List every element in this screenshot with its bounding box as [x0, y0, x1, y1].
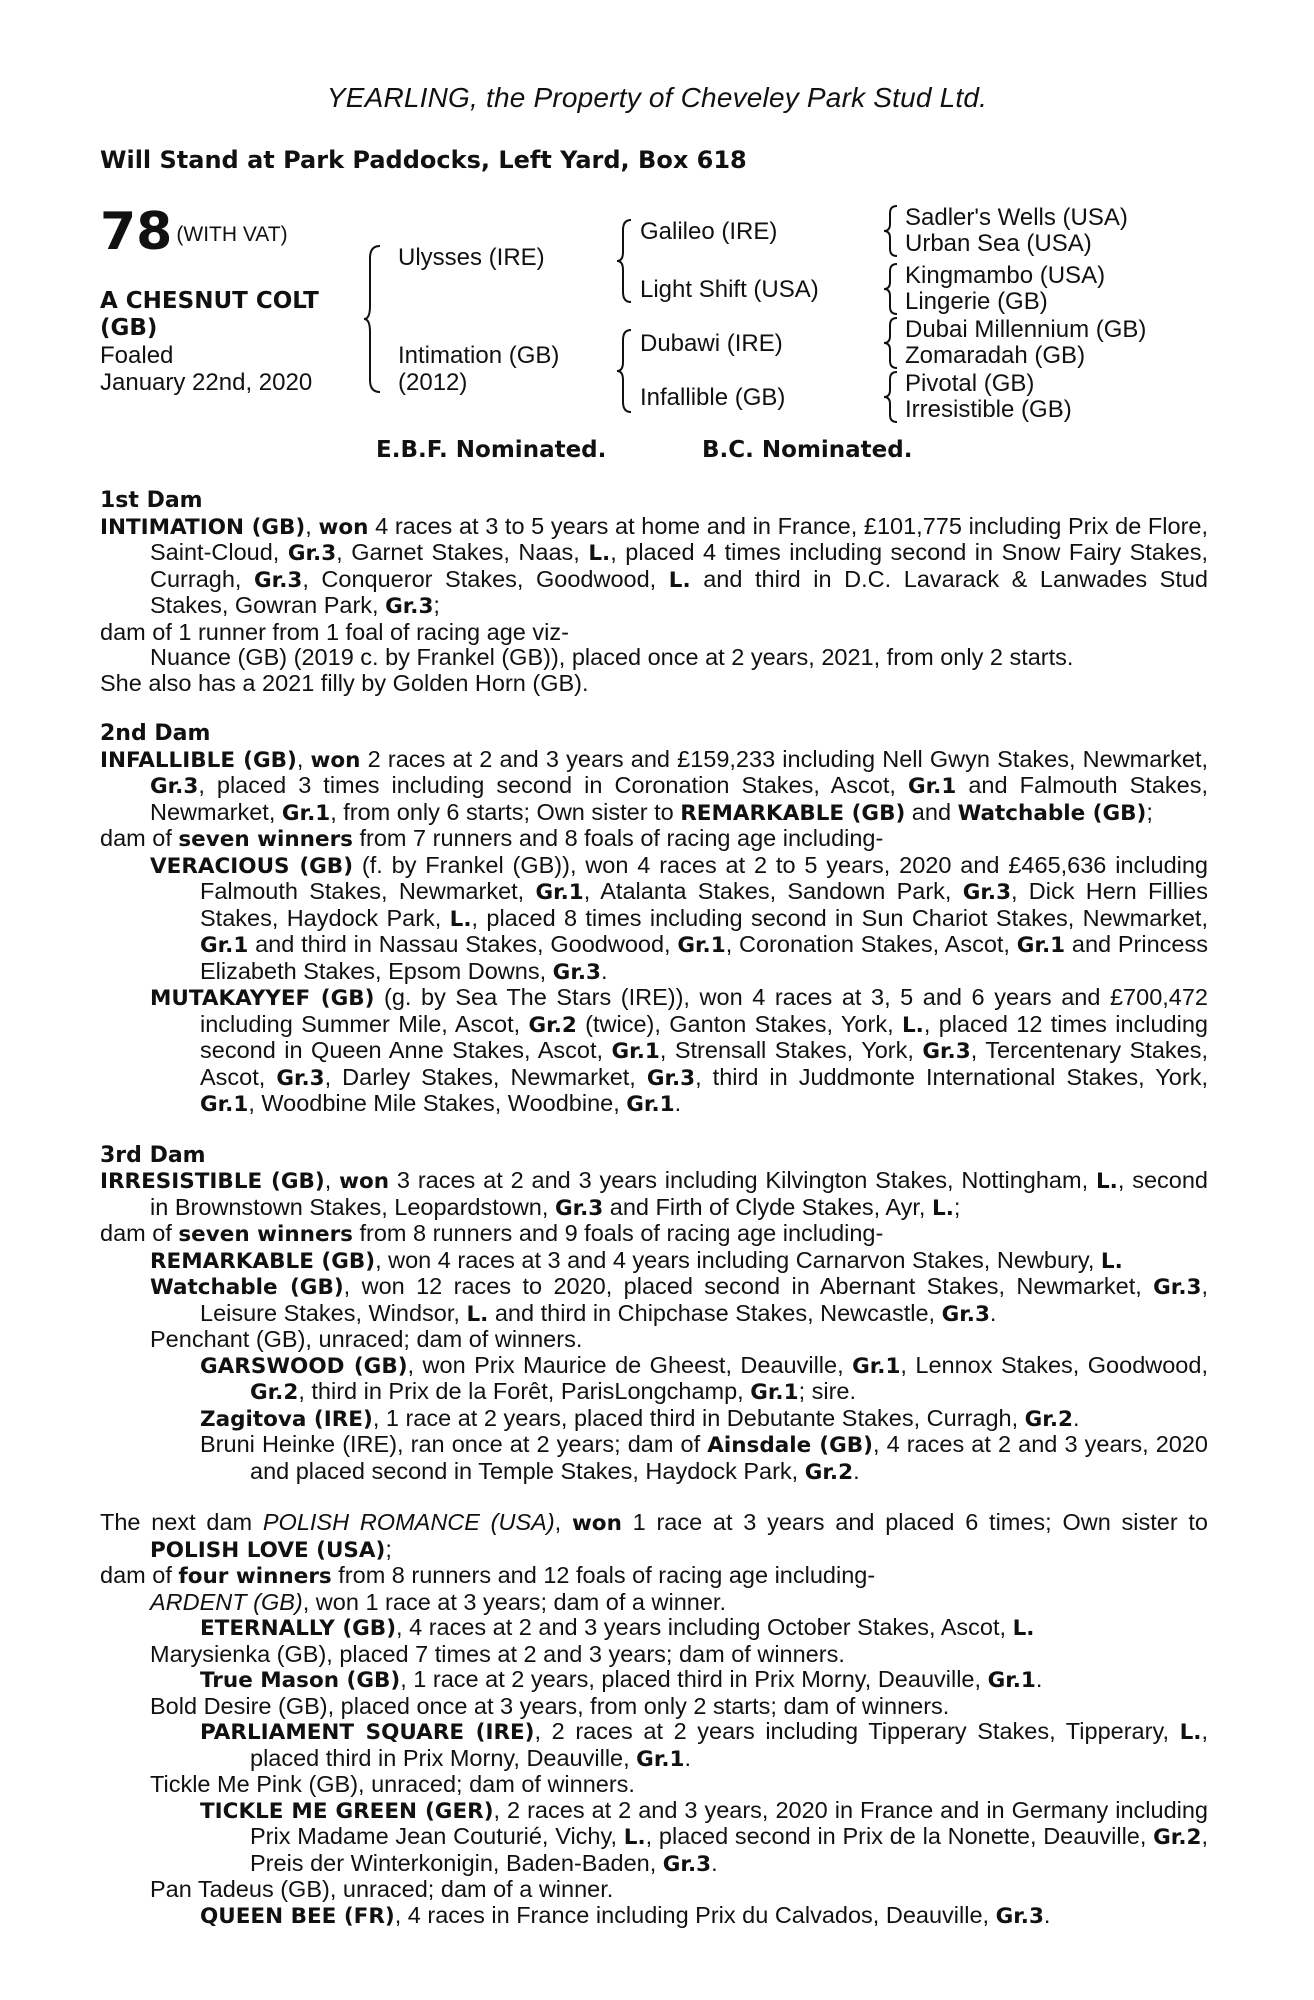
pedigree-sss: Sadler's Wells (USA) [905, 204, 1128, 231]
produce-bold-desire: Bold Desire (GB), placed once at 3 years, from only 2 starts; dam of winners. [150, 1692, 950, 1719]
produce-eternally: ETERNALLY (GB), 4 races at 2 and 3 years including October Stakes, Ascot, L. [200, 1614, 1035, 1641]
produce-ardent: ARDENT (GB), won 1 race at 3 years; dam of a winner. [150, 1588, 726, 1615]
pedigree-dam [398, 342, 559, 396]
pedigree-sdd: Lingerie (GB) [905, 288, 1048, 315]
produce-record [100, 488, 1208, 1929]
produce-veracious: VERACIOUS (GB) (f. by Frankel (GB)), won 4 races at 2 to 5 years, 2020 and £465,636 including Falmouth Stakes, Newmarket, Gr.1, Atalanta Stakes, Sandown Park, Gr.3, Dick Hern Fillies Stakes, Haydock Park, L., placed 8 times including second in Sun Chariot Stakes, Newmarket, Gr.1 and third in Nassau Stakes, Goodwood, Gr.1, Coronation Stakes, Ascot, Gr.1 and Princess Elizabeth Stakes, Epsom Downs, Gr.3. [150, 851, 1209, 985]
third-dam-produce-summary: dam of seven winners from 8 runners and 9 foals of racing age including- [100, 1220, 884, 1247]
produce-marysienka: Marysienka (GB), placed 7 times at 2 and 3 years; dam of winners. [150, 1640, 845, 1667]
first-dam-produce-summary: dam of 1 runner from 1 foal of racing age viz- [100, 618, 569, 645]
vat-note: (WITH VAT) [176, 223, 288, 246]
pedigree-brace-sire [617, 218, 635, 304]
next-dam-record: The next dam POLISH ROMANCE (USA), won 1 race at 3 years and placed 6 times; Own sister to POLISH LOVE (USA); [100, 1509, 1209, 1563]
lot-number: 78 [100, 202, 173, 262]
pedigree-brace-galileo [884, 204, 900, 258]
pedigree-dam-year: (2012) [398, 369, 468, 396]
pedigree-brace-infallible [884, 370, 900, 424]
page-heading: YEARLING, the Property of Cheveley Park Stud Ltd. [326, 82, 988, 113]
produce-queen-bee: QUEEN BEE (FR), 4 races in France including Prix du Calvados, Deauville, Gr.3. [200, 1901, 1051, 1929]
second-dam-record: INFALLIBLE (GB), won 2 races at 2 and 3 years and £159,233 including Nell Gwyn Stakes, Newmarket, Gr.3, placed 3 times including second in Coronation Stakes, Ascot, Gr.1 and Falmouth Stakes, Newmarket, Gr.1, from only 6 starts; Own sister to REMARKABLE (GB) and Watchable (GB); [100, 745, 1209, 826]
first-dam-also: She also has a 2021 filly by Golden Horn (GB). [100, 669, 589, 696]
produce-penchant: Penchant (GB), unraced; dam of winners. [150, 1326, 583, 1352]
produce-pan-tadeus: Pan Tadeus (GB), unraced; dam of a winner. [150, 1876, 614, 1902]
produce-tickle-me-pink: Tickle Me Pink (GB), unraced; dam of winners. [150, 1771, 635, 1797]
produce-bruni-heinke: Bruni Heinke (IRE), ran once at 2 years; dam of Ainsdale (GB), 4 races at 2 and 3 years, 2020 and placed second in Temple Stakes, Haydock Park, Gr.2. [200, 1431, 1208, 1485]
produce-remarkable: REMARKABLE (GB), won 4 races at 3 and 4 years including Carnarvon Stakes, Newbury, L. [150, 1246, 1123, 1274]
produce-watchable: Watchable (GB), won 12 races to 2020, placed second in Abernant Stakes, Newmarket, Gr.3, Leisure Stakes, Windsor, L. and third in Chipchase Stakes, Newcastle, Gr.3. [150, 1273, 1208, 1327]
pedigree-brace-main [364, 244, 384, 394]
pedigree-dsd: Zomaradah (GB) [905, 342, 1086, 369]
lot-description [100, 288, 319, 396]
pedigree-dam-name: Intimation (GB) [398, 342, 560, 369]
produce-mutakayyef: MUTAKAYYEF (GB) (g. by Sea The Stars (IRE)), won 4 races at 3, 5 and 6 years and £700,472 including Summer Mile, Ascot, Gr.2 (twice), Ganton Stakes, York, L., placed 12 times including second in Queen Anne Stakes, Ascot, Gr.1, Strensall Stakes, York, Gr.3, Tercentenary Stakes, Ascot, Gr.3, Darley Stakes, Newmarket, Gr.3, third in Juddmonte International Stakes, York, Gr.1, Woodbine Mile Stakes, Woodbine, Gr.1. [150, 984, 1208, 1117]
ebf-nomination: E.B.F. Nominated. [376, 437, 607, 463]
produce-garswood: GARSWOOD (GB), won Prix Maurice de Gheest, Deauville, Gr.1, Lennox Stakes, Goodwood, Gr.2, third in Prix de la Forêt, ParisLongchamp, Gr.1; sire. [200, 1351, 1208, 1405]
pedigree-dam-sire: Dubawi (IRE) [640, 330, 783, 357]
lot-description-line2: (GB) [100, 315, 158, 341]
pedigree-ddd: Irresistible (GB) [905, 396, 1072, 423]
first-dam-title: 1st Dam [100, 488, 203, 513]
pedigree-dam-dam: Infallible (GB) [640, 384, 786, 411]
pedigree-brace-dam [617, 328, 635, 414]
second-dam-name: INFALLIBLE (GB) [100, 747, 297, 773]
pedigree-ssd: Urban Sea (USA) [905, 230, 1092, 257]
pedigree-brace-dubawi [884, 316, 900, 370]
stabling-location: Will Stand at Park Paddocks, Left Yard, Box 618 [100, 146, 747, 174]
pedigree-sire: Ulysses (IRE) [398, 244, 545, 271]
pedigree-brace-lightshift [884, 262, 900, 316]
pedigree-dss: Dubai Millennium (GB) [905, 316, 1147, 343]
bc-nomination: B.C. Nominated. [702, 437, 913, 463]
second-dam-produce-summary: dam of seven winners from 7 runners and 8 foals of racing age including- [100, 825, 884, 852]
foaled-date: January 22nd, 2020 [100, 369, 313, 396]
won-label: won [318, 514, 369, 540]
first-dam-name: INTIMATION (GB) [100, 514, 306, 540]
lot-description-line1: A CHESNUT COLT [100, 288, 319, 314]
first-dam-record: INTIMATION (GB), won 4 races at 3 to 5 years at home and in France, £101,775 including Prix de Flore, Saint-Cloud, Gr.3, Garnet Stakes, Naas, L., placed 4 times including second in Snow Fairy Stakes, Curragh, Gr.3, Conqueror Stakes, Goodwood, L. and third in D.C. Lavarack & Lanwades Stud Stakes, Gowran Park, Gr.3; [100, 512, 1209, 619]
pedigree-sds: Kingmambo (USA) [905, 262, 1106, 289]
pedigree-sire-sire: Galileo (IRE) [640, 218, 778, 245]
next-dam-name: POLISH ROMANCE (USA) [262, 1509, 555, 1535]
first-dam-runner: Nuance (GB) (2019 c. by Frankel (GB)), placed once at 2 years, 2021, from only 2 starts. [150, 644, 1074, 670]
second-dam-title: 2nd Dam [100, 721, 211, 746]
pedigree-sire-dam: Light Shift (USA) [640, 276, 819, 303]
pedigree-dds: Pivotal (GB) [905, 370, 1035, 397]
produce-true-mason: True Mason (GB), 1 race at 2 years, placed third in Prix Morny, Deauville, Gr.1. [200, 1666, 1043, 1693]
third-dam-name: IRRESISTIBLE (GB) [100, 1169, 325, 1194]
produce-parliament-square: PARLIAMENT SQUARE (IRE), 2 races at 2 years including Tipperary Stakes, Tipperary, L., placed third in Prix Morny, Deauville, Gr.1. [200, 1718, 1208, 1772]
produce-zagitova: Zagitova (IRE), 1 race at 2 years, placed third in Debutante Stakes, Curragh, Gr.2. [200, 1404, 1080, 1432]
third-dam-record: IRRESISTIBLE (GB), won 3 races at 2 and 3 years including Kilvington Stakes, Nottingham, L., second in Brownstown Stakes, Leopardstown, Gr.3 and Firth of Clyde Stakes, Ayr, L.; [100, 1167, 1208, 1221]
produce-tickle-me-green: TICKLE ME GREEN (GER), 2 races at 2 and 3 years, 2020 in France and in Germany including Prix Madame Jean Couturié, Vichy, L., placed second in Prix de la Nonette, Deauville, Gr.2, Preis der Winterkonigin, Baden-Baden, Gr.3. [200, 1796, 1208, 1877]
foaled-label: Foaled [100, 342, 174, 369]
next-dam-produce-summary: dam of four winners from 8 runners and 12 foals of racing age including- [100, 1562, 876, 1589]
third-dam-title: 3rd Dam [100, 1142, 206, 1168]
lot-number-block [100, 204, 288, 260]
